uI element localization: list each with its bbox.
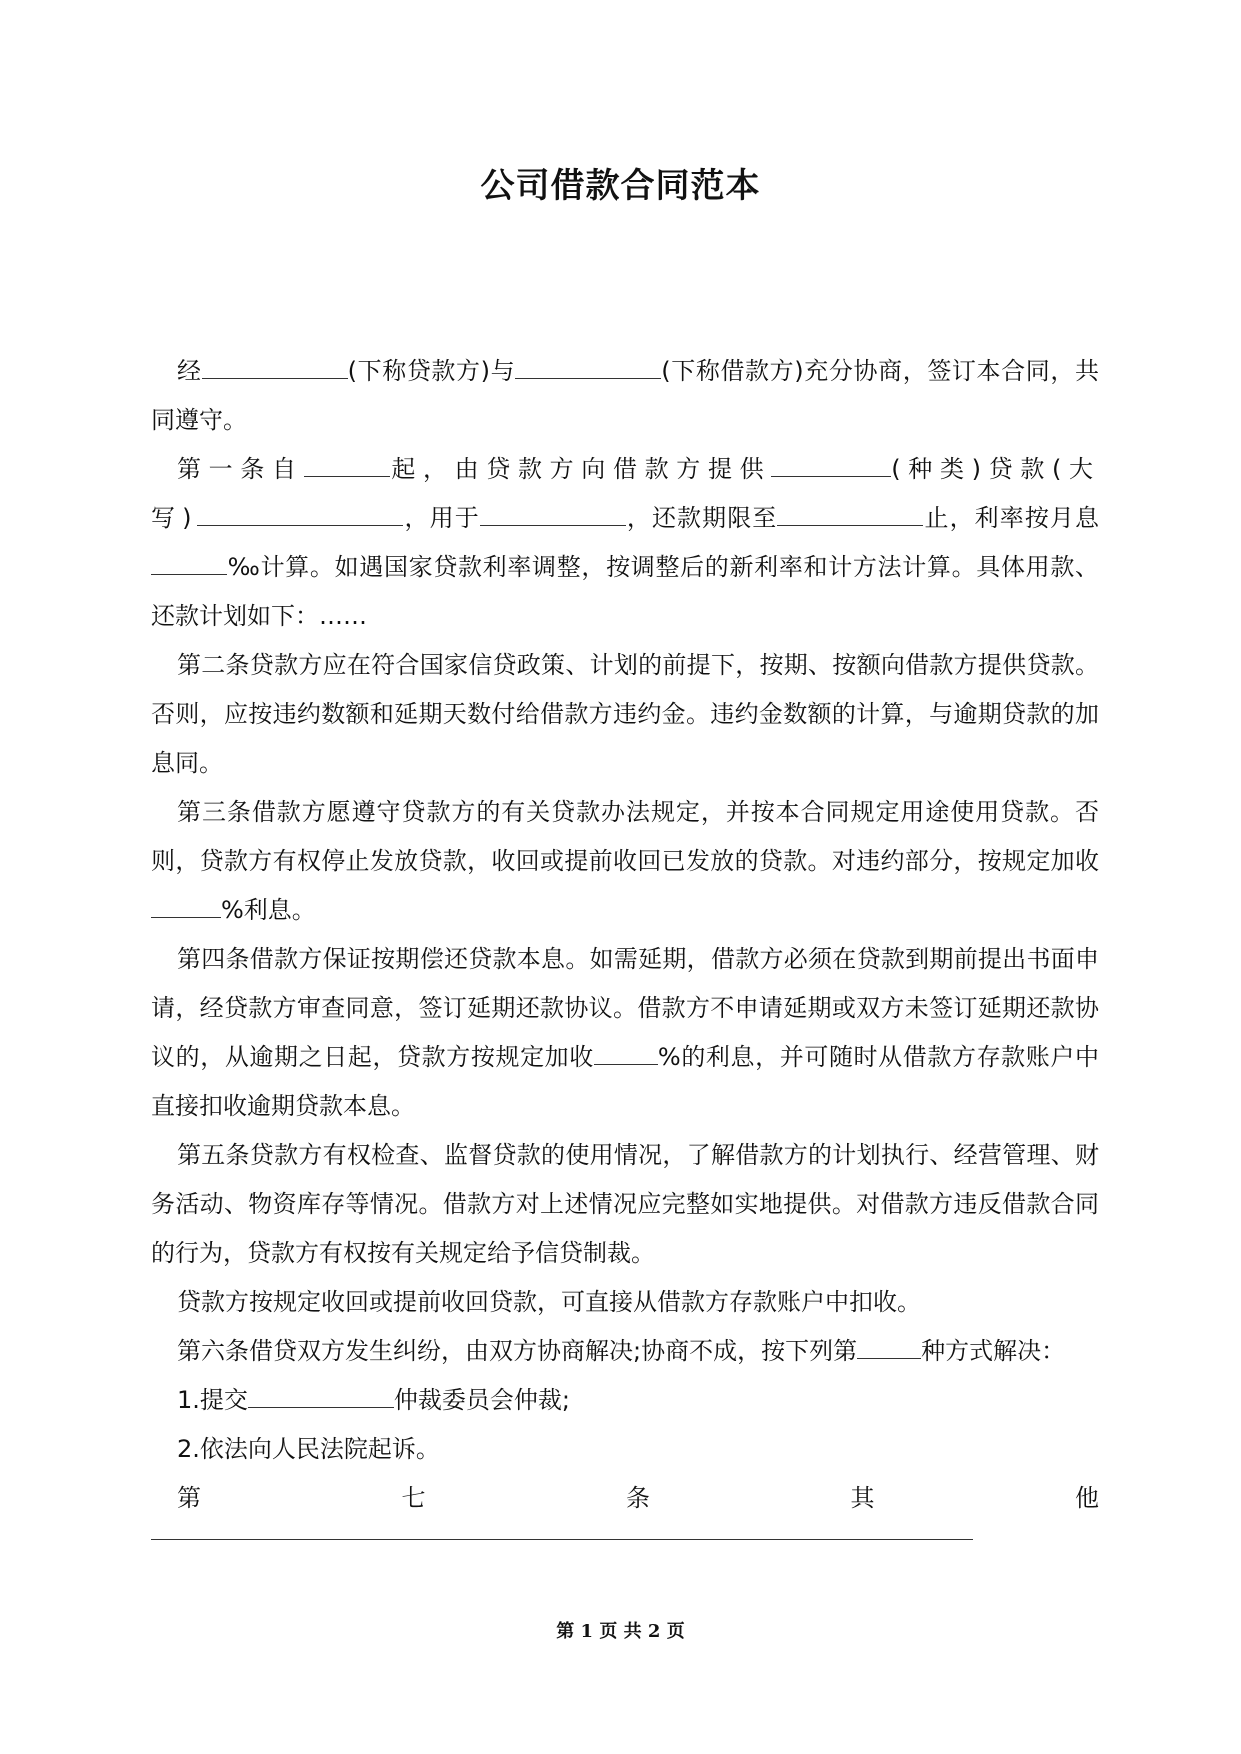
arbitration-commission-blank — [248, 1383, 394, 1408]
document-title: 公司借款合同范本 — [480, 166, 761, 206]
article-6-text: 第六条借贷双方发生纠纷，由双方协商解决;协商不成，按下列第 — [177, 1337, 858, 1365]
borrower-blank — [515, 354, 661, 379]
intro-text: (下称借款方)充分协商，签订本合同，共同遵守。 — [151, 357, 1099, 434]
resolution-method-blank — [857, 1334, 921, 1359]
option-1-text: 1.提交 — [177, 1386, 248, 1414]
intro-paragraph — [151, 347, 1099, 445]
total-pages: 2 — [647, 1621, 661, 1642]
start-date-blank — [304, 452, 390, 477]
overdue-rate-blank — [594, 1040, 658, 1065]
footer-text: 第 — [556, 1621, 575, 1642]
article-3-text: %利息。 — [221, 896, 316, 924]
article-4 — [151, 935, 1099, 1131]
amount-blank — [197, 501, 403, 526]
article-7-char: 第 — [177, 1484, 201, 1512]
purpose-blank — [480, 501, 626, 526]
intro-text: 经 — [177, 357, 202, 385]
article-4-text: 第四条借款方保证按期偿还贷款本息。如需延期，借款方必须在贷款到期前提出书面申请，经贷款方审查同意，签订延期还款协议。借款方不申请延期或双方未签订延期还款协议的，从逾期之日起，贷款方按规定加收 — [151, 945, 1099, 1071]
article-1-text: 止，利率按月息 — [923, 504, 1100, 532]
lender-blank — [202, 354, 348, 379]
article-3-text: 第三条借款方愿遵守贷款方的有关贷款办法规定，并按本合同规定用途使用贷款。否则，贷款方有权停止发放贷款，收回或提前收回已发放的贷款。对违约部分，按规定加收 — [151, 798, 1099, 875]
article-2: 第二条贷款方应在符合国家信贷政策、计划的前提下，按期、按额向借款方提供贷款。否则，应按违约数额和延期天数付给借款方违约金。违约金数额的计算，与逾期贷款的加息同。 — [151, 651, 1099, 777]
contract-body — [151, 347, 1099, 1523]
article-5-supplement: 贷款方按规定收回或提前收回贷款，可直接从借款方存款账户中扣收。 — [177, 1288, 921, 1316]
article-1-text: 第一条自 — [177, 455, 304, 483]
article-7 — [151, 1474, 1099, 1523]
article-7-char: 七 — [401, 1484, 426, 1512]
article-1-text: 起，由贷款方向借款方提供 — [389, 455, 772, 483]
article-1-text: ，还款期限至 — [625, 504, 778, 532]
other-terms-blank — [151, 1539, 973, 1540]
page-footer — [0, 1617, 1241, 1643]
article-5: 第五条贷款方有权检查、监督贷款的使用情况，了解借款方的计划执行、经营管理、财务活动、物资库存等情况。借款方对上述情况应完整如实地提供。对借款方违反借款合同的行为，贷款方有权按有关规定给予信贷制裁。 — [151, 1141, 1099, 1267]
option-2: 2.依法向人民法院起诉。 — [177, 1435, 440, 1463]
article-1-text: ‰计算。如遇国家贷款利率调整，按调整后的新利率和计方法计算。具体用款、还款计划如下：…… — [151, 553, 1099, 630]
option-1 — [151, 1376, 1099, 1425]
footer-text: 页 — [666, 1621, 685, 1642]
article-1-text: ，用于 — [403, 504, 480, 532]
article-7-char: 他 — [1075, 1484, 1099, 1512]
page-number: 1 — [580, 1621, 594, 1642]
loan-type-blank — [771, 452, 891, 477]
article-6-text: 种方式解决： — [921, 1337, 1066, 1365]
intro-text: (下称贷款方)与 — [347, 357, 516, 385]
article-4-text: %的利息，并可随时从借款方存款账户中直接扣收逾期贷款本息。 — [151, 1043, 1100, 1120]
article-1-text: (种类)贷款(大写) — [151, 455, 1100, 532]
article-7-char: 其 — [850, 1484, 875, 1512]
article-3 — [151, 788, 1099, 935]
article-1 — [151, 445, 1099, 641]
option-1-text: 仲裁委员会仲裁; — [393, 1386, 570, 1414]
article-6 — [151, 1327, 1099, 1376]
penalty-rate-blank — [151, 893, 221, 918]
footer-text: 页 共 — [599, 1621, 642, 1642]
interest-rate-blank — [151, 550, 227, 575]
due-date-blank — [777, 501, 923, 526]
article-7-char: 条 — [626, 1484, 650, 1512]
